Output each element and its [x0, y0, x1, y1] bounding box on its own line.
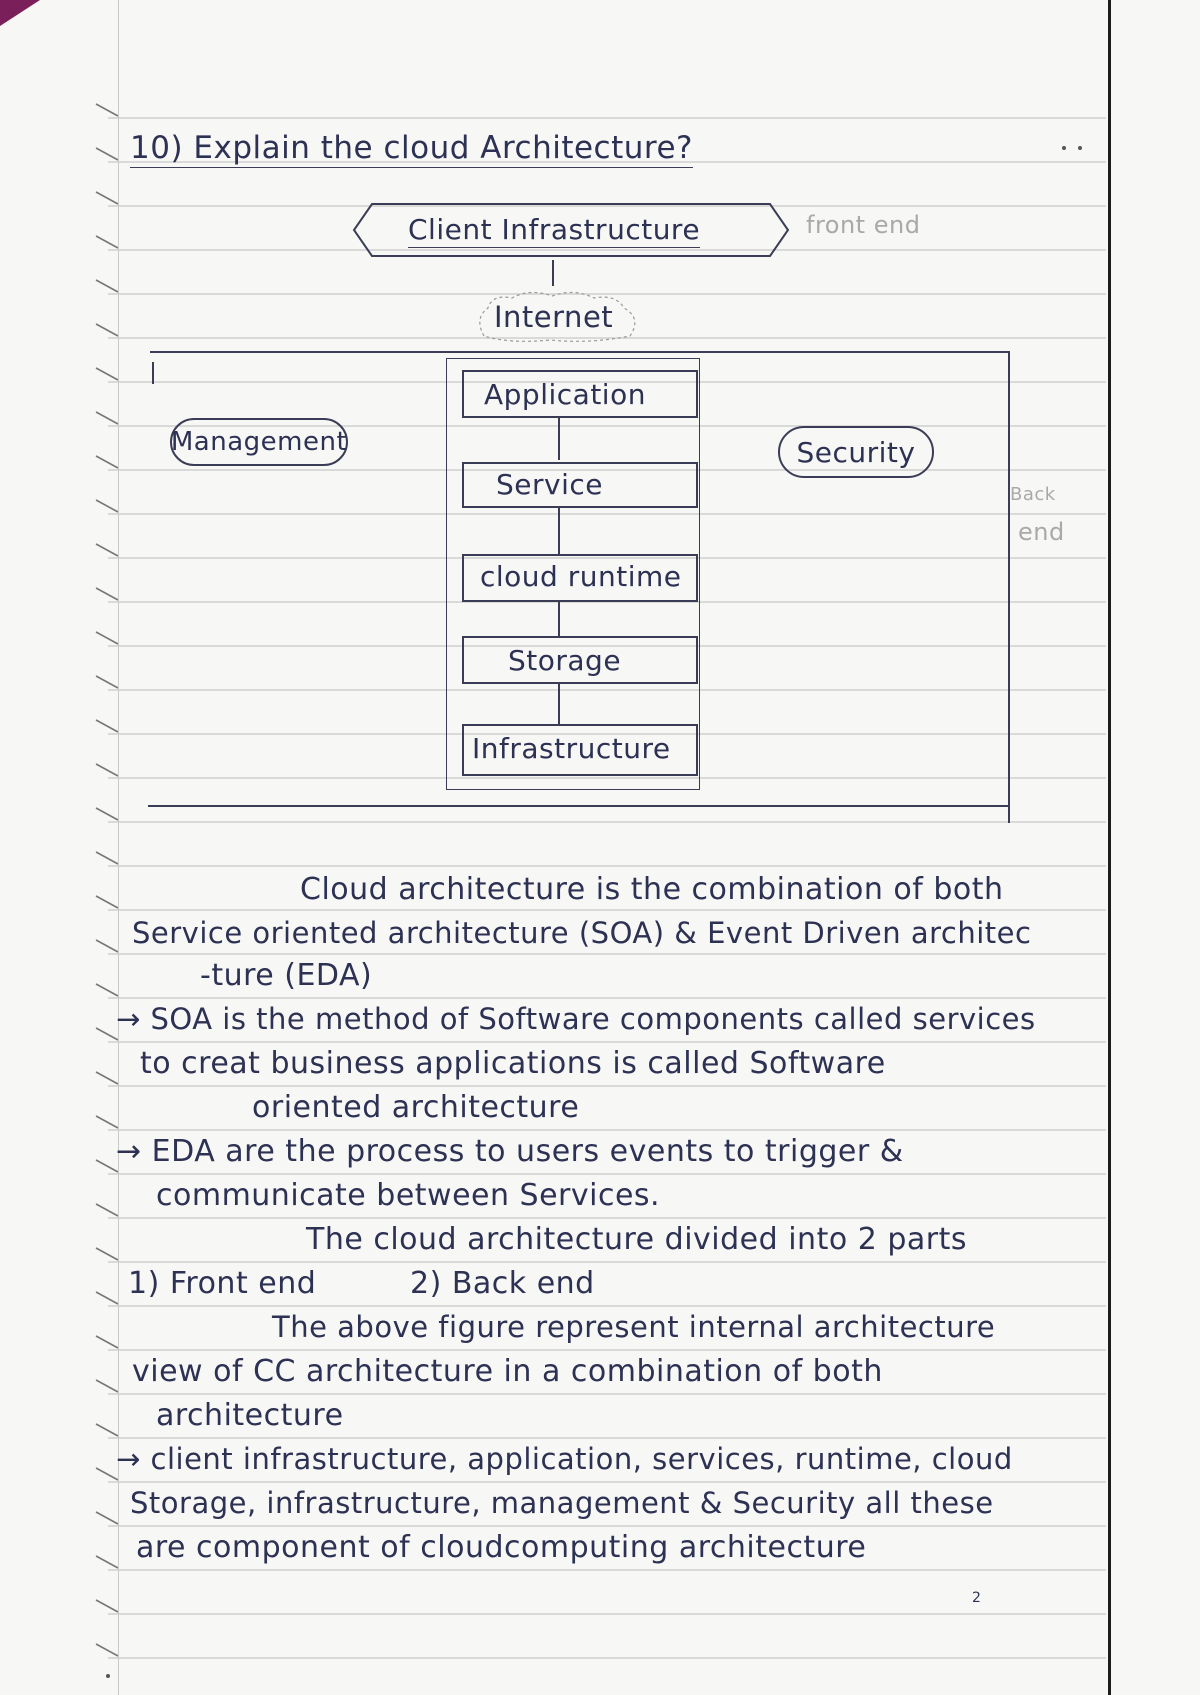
- front-end-note: front end: [806, 211, 921, 239]
- management-box: [170, 418, 348, 466]
- security-label: Security: [796, 435, 916, 469]
- text-line: 2) Back end: [410, 1266, 595, 1301]
- text-line: Storage, infrastructure, management & Security all these: [130, 1486, 994, 1520]
- text-line: oriented architecture: [252, 1090, 580, 1125]
- internet-label: Internet: [494, 300, 614, 334]
- backend-bottom-border: [148, 805, 1010, 807]
- stray-dot: [1062, 146, 1066, 150]
- question-heading: 10) Explain the cloud Architecture?: [130, 130, 693, 166]
- text-line: are component of cloudcomputing architecture: [136, 1530, 867, 1565]
- text-line: architecture: [156, 1398, 344, 1433]
- layer-service-label: Service: [496, 468, 603, 501]
- backend-left-tick: [152, 362, 154, 384]
- text-line: Cloud architecture is the combination of both: [300, 872, 1004, 907]
- backend-right-border: [1008, 351, 1010, 823]
- page-edge: [1108, 0, 1111, 1695]
- text-line: to creat business applications is called Software: [140, 1046, 886, 1081]
- text-line: 1) Front end: [128, 1266, 317, 1301]
- page-number: 2: [972, 1590, 982, 1606]
- text-line: Service oriented architecture (SOA) & Event Driven architec: [132, 916, 1032, 950]
- text-line: → EDA are the process to users events to trigger &: [116, 1134, 904, 1169]
- text-line: The above figure represent internal architecture: [272, 1310, 996, 1344]
- text-line: The cloud architecture divided into 2 parts: [306, 1222, 967, 1257]
- connector-line: [558, 416, 560, 460]
- layer-application-label: Application: [484, 378, 646, 411]
- text-line: communicate between Services.: [156, 1178, 661, 1213]
- stray-dot: [106, 1674, 110, 1678]
- layer-infrastructure-label: Infrastructure: [472, 732, 671, 765]
- management-label: Management: [170, 427, 348, 457]
- text-line: -ture (EDA): [200, 958, 373, 993]
- stray-dot: [1078, 146, 1082, 150]
- margin-line: [118, 0, 119, 1695]
- client-infrastructure-label: Client Infrastructure: [408, 213, 701, 246]
- layer-cloud-runtime-label: cloud runtime: [480, 560, 682, 593]
- connector-line: [558, 506, 560, 554]
- text-line: → SOA is the method of Software components called services: [116, 1002, 1036, 1036]
- arrow-line: [552, 260, 554, 286]
- text-line: view of CC architecture in a combination of both: [132, 1354, 883, 1389]
- text-line: → client infrastructure, application, services, runtime, cloud: [116, 1442, 1013, 1476]
- backend-top-border: [150, 351, 1010, 353]
- layer-storage-label: Storage: [508, 644, 622, 677]
- connector-line: [558, 600, 560, 636]
- security-box: [778, 426, 934, 478]
- back-end-note-1: Back: [1010, 484, 1056, 505]
- connector-line: [558, 682, 560, 724]
- back-end-note-2: end: [1018, 518, 1065, 546]
